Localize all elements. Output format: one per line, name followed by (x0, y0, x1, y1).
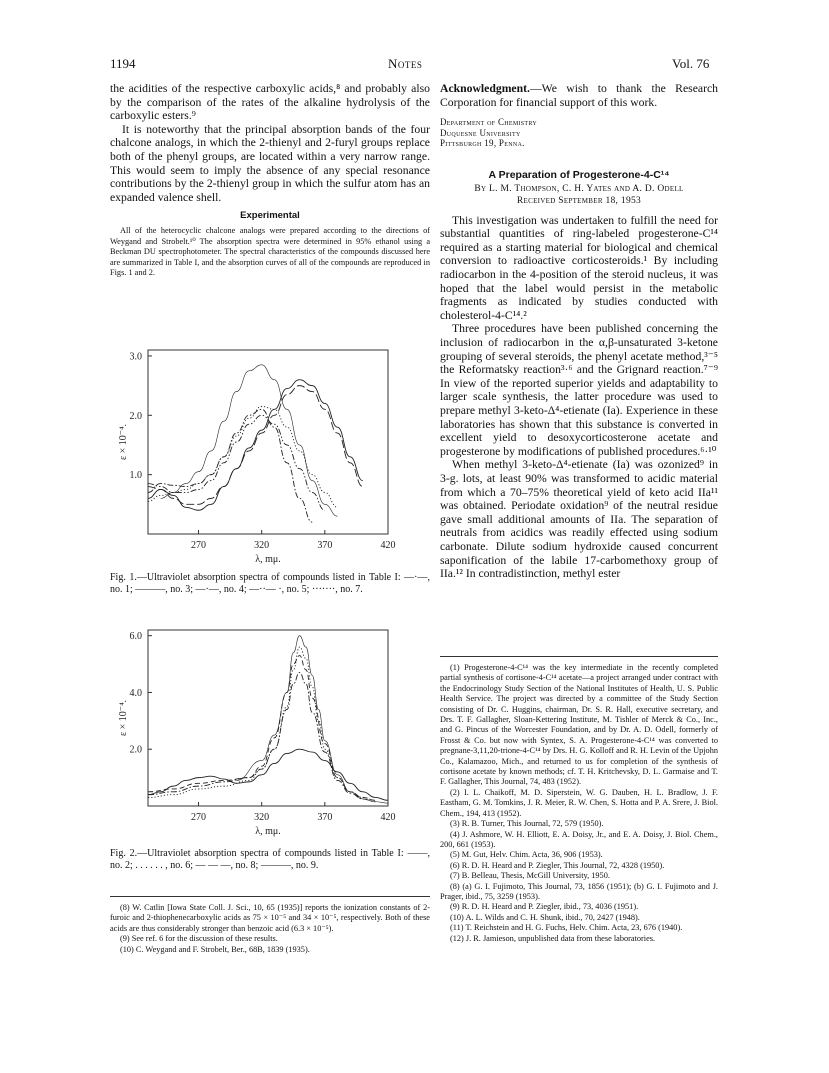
figure-1-y-tick-label: 3.0 (129, 351, 142, 363)
footnote-10b: (10) A. L. Wilds and C. H. Shunk, ibid., 70, 2427 (1948). (450, 912, 640, 922)
figure-1-series-line-2 (148, 380, 363, 511)
figure-2-x-tick-label: 370 (317, 812, 333, 823)
footnote-9: (9) See ref. 6 for the discussion of these results. (120, 934, 278, 944)
right-footnotes (440, 652, 718, 944)
figure-1-x-axis-label: λ, mμ. (255, 554, 281, 565)
right-paragraph-1: This investigation was undertaken to fulfill the need for substantial quantities of ring-labeled progesterone-C¹⁴ required as a starting material for biological and chemical conversion to radioactive corticosteroids.¹ By including radiocarbon in the 4-position of the steroid nucleus, it was hoped that the label would persist in the metabolic fragments as indicated by studies conducted with cholesterol-4-C¹⁴.² (440, 213, 718, 322)
figure-2-x-tick-label: 320 (254, 812, 270, 823)
footnote-2: (2) I. L. Chaikoff, M. D. Siperstein, W. G. Dauben, H. L. Bradlow, J. F. Eastham, G. M. Tomkins, J. R. Meier, R. W. Chen, S. Hotta and P. A. Srere, J. Biol. Chem., 194, 413 (1952). (440, 787, 718, 818)
acknowledgment-label: Acknowledgment. (440, 82, 530, 95)
footnote-3: (3) R. B. Turner, This Journal, 72, 579 (1950). (450, 819, 604, 829)
acknowledgment-text: —We wish to thank the Research Corporation for financial support of this work. (440, 82, 718, 109)
footnote-5: (5) M. Gut, Helv. Chim. Acta, 36, 906 (1953). (450, 850, 603, 860)
figure-2-y-axis-label: ε × 10⁻⁴. (118, 699, 129, 737)
figure-2-x-tick-label: 270 (191, 812, 207, 823)
affiliation-line-3: Pittsburgh 19, Penna. (440, 138, 525, 149)
experimental-heading: Experimental (240, 210, 300, 222)
figure-1-y-tick-label: 1.0 (129, 470, 142, 482)
figure-1-x-tick-label: 370 (317, 540, 333, 551)
figure-2-series-line-3 (148, 656, 375, 801)
figure-1-x-tick-label: 420 (380, 540, 396, 551)
figure-2-series-line-5 (236, 636, 388, 803)
volume-label: Vol. 76 (672, 56, 710, 71)
figure-2-y-tick-label: 6.0 (129, 631, 142, 643)
page-number: 1194 (110, 56, 136, 71)
figure-2-y-tick-label: 2.0 (129, 744, 142, 756)
figure-2-x-tick-label: 420 (380, 812, 396, 823)
figure-1-y-axis-label: ε × 10⁻⁴. (118, 423, 129, 461)
figure-2-chart (112, 622, 430, 842)
figure-2-frame (148, 630, 388, 806)
left-paragraph-2: It is noteworthy that the principal absorption bands of the four chalcone analogs, in which the 2-thienyl and 2-furyl groups replace both of the phenyl groups, are located within a very narrow range. This would seem to imply the absence of any special resonance contributions by the 2-thienyl group in which the sulfur atom has an expanded valence shell. (110, 122, 430, 204)
figure-2-caption-block (110, 848, 430, 872)
figure-1-series-line-3 (148, 386, 363, 505)
left-column (110, 82, 430, 278)
affiliation-line-2: Duquesne University (440, 127, 521, 138)
right-paragraph-2: Three procedures have been published concerning the inclusion of radiocarbon in the α,β-unsaturated 3-ketone grouping of several steroids, the phenyl acetate method,³⁻⁵ the Reformatsky reaction³·⁶ and the Grignard reaction.⁷⁻⁹ In view of the reported superior yields and adaptability to larger scale synthesis, the latter procedure was used to prepare methyl 3-keto-Δ⁴-etienate (Ia). Experience in these laboratories has shown that this substance is converted in excellent yield to desoxycorticosterone acetate and progesterone by modifications of published procedures.⁶·¹⁰ (440, 322, 718, 458)
received-date: Received September 18, 1953 (516, 195, 642, 206)
affiliation (440, 117, 718, 149)
figure-1-x-tick-label: 270 (191, 540, 207, 551)
footnote-1: (1) Progesterone-4-C¹⁴ was the key intermediate in the recently completed partial synthesis of cortisone-4-C¹⁴ acetate—a project arranged under contract with the Endocrinology Study Section of the National Institutes of Health, U. S. Public Health Service. The project was directed by a committee of the Study Section consisting of Dr. C. Huggins, chairman, Dr. S. R. Hall, executive secretary, and Drs. T. F. Gallagher, Sloan-Kettering Institute, M. Tishler of Merck & Co., Inc., and G. Pincus of the Worcester Foundation, and by Dr. A. D. Odell, formerly of Frosst & Co. but now with Syntex, S. A. Progesterone-4-C¹⁴ was converted to pregnane-3,11,20-trione-4-C¹⁴ by Drs. H. G. Kolloff and R. H. Levin of the Upjohn Co., Kalamazoo, Mich., and returned to us for completion of the synthesis of cortisone acetate by known methods; cf. T. H. Kritchevsky, D. L. Garmaise and T. F. Gallagher, This Journal, 74, 483 (1952). (440, 663, 718, 787)
left-footnotes (110, 892, 430, 955)
figure-2-caption: Fig. 2.—Ultraviolet absorption spectra of compounds listed in Table I: ——, no. 2; . . . . . . , no. 6; — — —, no. 8; ———, no. 9. (110, 848, 430, 871)
acknowledgment (440, 82, 718, 109)
figure-1-caption: Fig. 1.—Ultraviolet absorption spectra of compounds listed in Table I: —·—, no. 1; ———, no. 3; —·—, no. 4; —··— ·, no. 5; ·······, no. 7. (110, 572, 430, 595)
figure-1-series-line-6 (161, 365, 338, 516)
experimental-text: All of the heterocyclic chalcone analogs were prepared according to the directions of Weygand and Strobelt.¹⁰ The absorption spectra were determined in 95% ethanol using a Beckman DU spectrophotometer. The spectral characteristics of the compounds discussed here are summarized in Table I, and the absorption curves of all of the compounds are reproduced in Figs. 1 and 2. (110, 226, 430, 277)
right-footnote-rule (440, 656, 718, 657)
running-head: Notes (388, 56, 423, 71)
figure-2-x-axis-label: λ, mμ. (255, 826, 281, 837)
affiliation-line-1: Department of Chemistry (440, 117, 537, 128)
article-title: A Preparation of Progesterone-4-C¹⁴ (488, 168, 670, 181)
footnote-4: (4) J. Ashmore, W. H. Elliott, E. A. Doisy, Jr., and E. A. Doisy, J. Biol. Chem., 200, 661 (1953). (440, 829, 718, 849)
footnote-11: (11) T. Reichstein and H. G. Fuchs, Helv. Chim. Acta, 23, 676 (1940). (450, 923, 683, 933)
footnote-6: (6) R. D. H. Heard and P. Ziegler, This Journal, 72, 4328 (1950). (450, 860, 665, 870)
footnote-7: (7) B. Belleau, Thesis, McGill University, 1950. (450, 871, 610, 881)
footnote-10: (10) C. Weygand and F. Strobelt, Ber., 68B, 1839 (1935). (120, 944, 310, 954)
footnote-12: (12) J. R. Jamieson, unpublished data from these laboratories. (450, 933, 656, 943)
left-footnote-rule (110, 896, 430, 897)
right-paragraph-3: When methyl 3-keto-Δ⁴-etienate (Ia) was ozonized⁹ in 3-g. lots, at least 90% was transformed to acidic material from which a 70–75% theoretical yield of keto acid IIa¹¹ was obtained. Periodate oxidation⁹ of the neutral residue gave small additional amounts of IIa. The separation of neutrals from acidics was readily effected using sodium carbonate. Dilute sodium hydroxide caused concurrent saponification of the labile 17-carbomethoxy group of IIa.¹² In contradistinction, methyl ester (440, 458, 718, 581)
figure-1-x-tick-label: 320 (254, 540, 270, 551)
figure-1-series-line-1 (148, 409, 312, 522)
figure-2-y-tick-label: 4.0 (129, 687, 142, 699)
figure-1-y-tick-label: 2.0 (129, 410, 142, 422)
footnote-9b: (9) R. D. H. Heard and P. Ziegler, ibid., 73, 4036 (1951). (450, 902, 639, 912)
footnote-8: (8) W. Catlin [Iowa State Coll. J. Sci., 10, 65 (1935)] reports the ionization constants of 2-furoic and 2-thiophenecarboxylic acids as 75 × 10⁻⁵ and 34 × 10⁻⁵, respectively. Both of these acids are thus considerably stronger than benzoic acid (6.3 × 10⁻⁵). (110, 903, 430, 933)
left-paragraph-1: the acidities of the respective carboxylic acids,⁸ and probably also by the comparison of the rates of the alkaline hydrolysis of the carboxylic esters.⁹ (110, 82, 430, 123)
footnote-8b: (8) (a) G. I. Fujimoto, This Journal, 73, 1856 (1951); (b) G. I. Fujimoto and J. Prager, ibid., 75, 3259 (1953). (440, 881, 718, 901)
figure-1-caption-block (110, 572, 430, 596)
figure-1-chart (112, 342, 430, 570)
article-byline: By L. M. Thompson, C. H. Yates and A. D. Odell (474, 183, 684, 194)
right-column (440, 82, 718, 581)
figure-2-series-line-4 (148, 673, 375, 802)
